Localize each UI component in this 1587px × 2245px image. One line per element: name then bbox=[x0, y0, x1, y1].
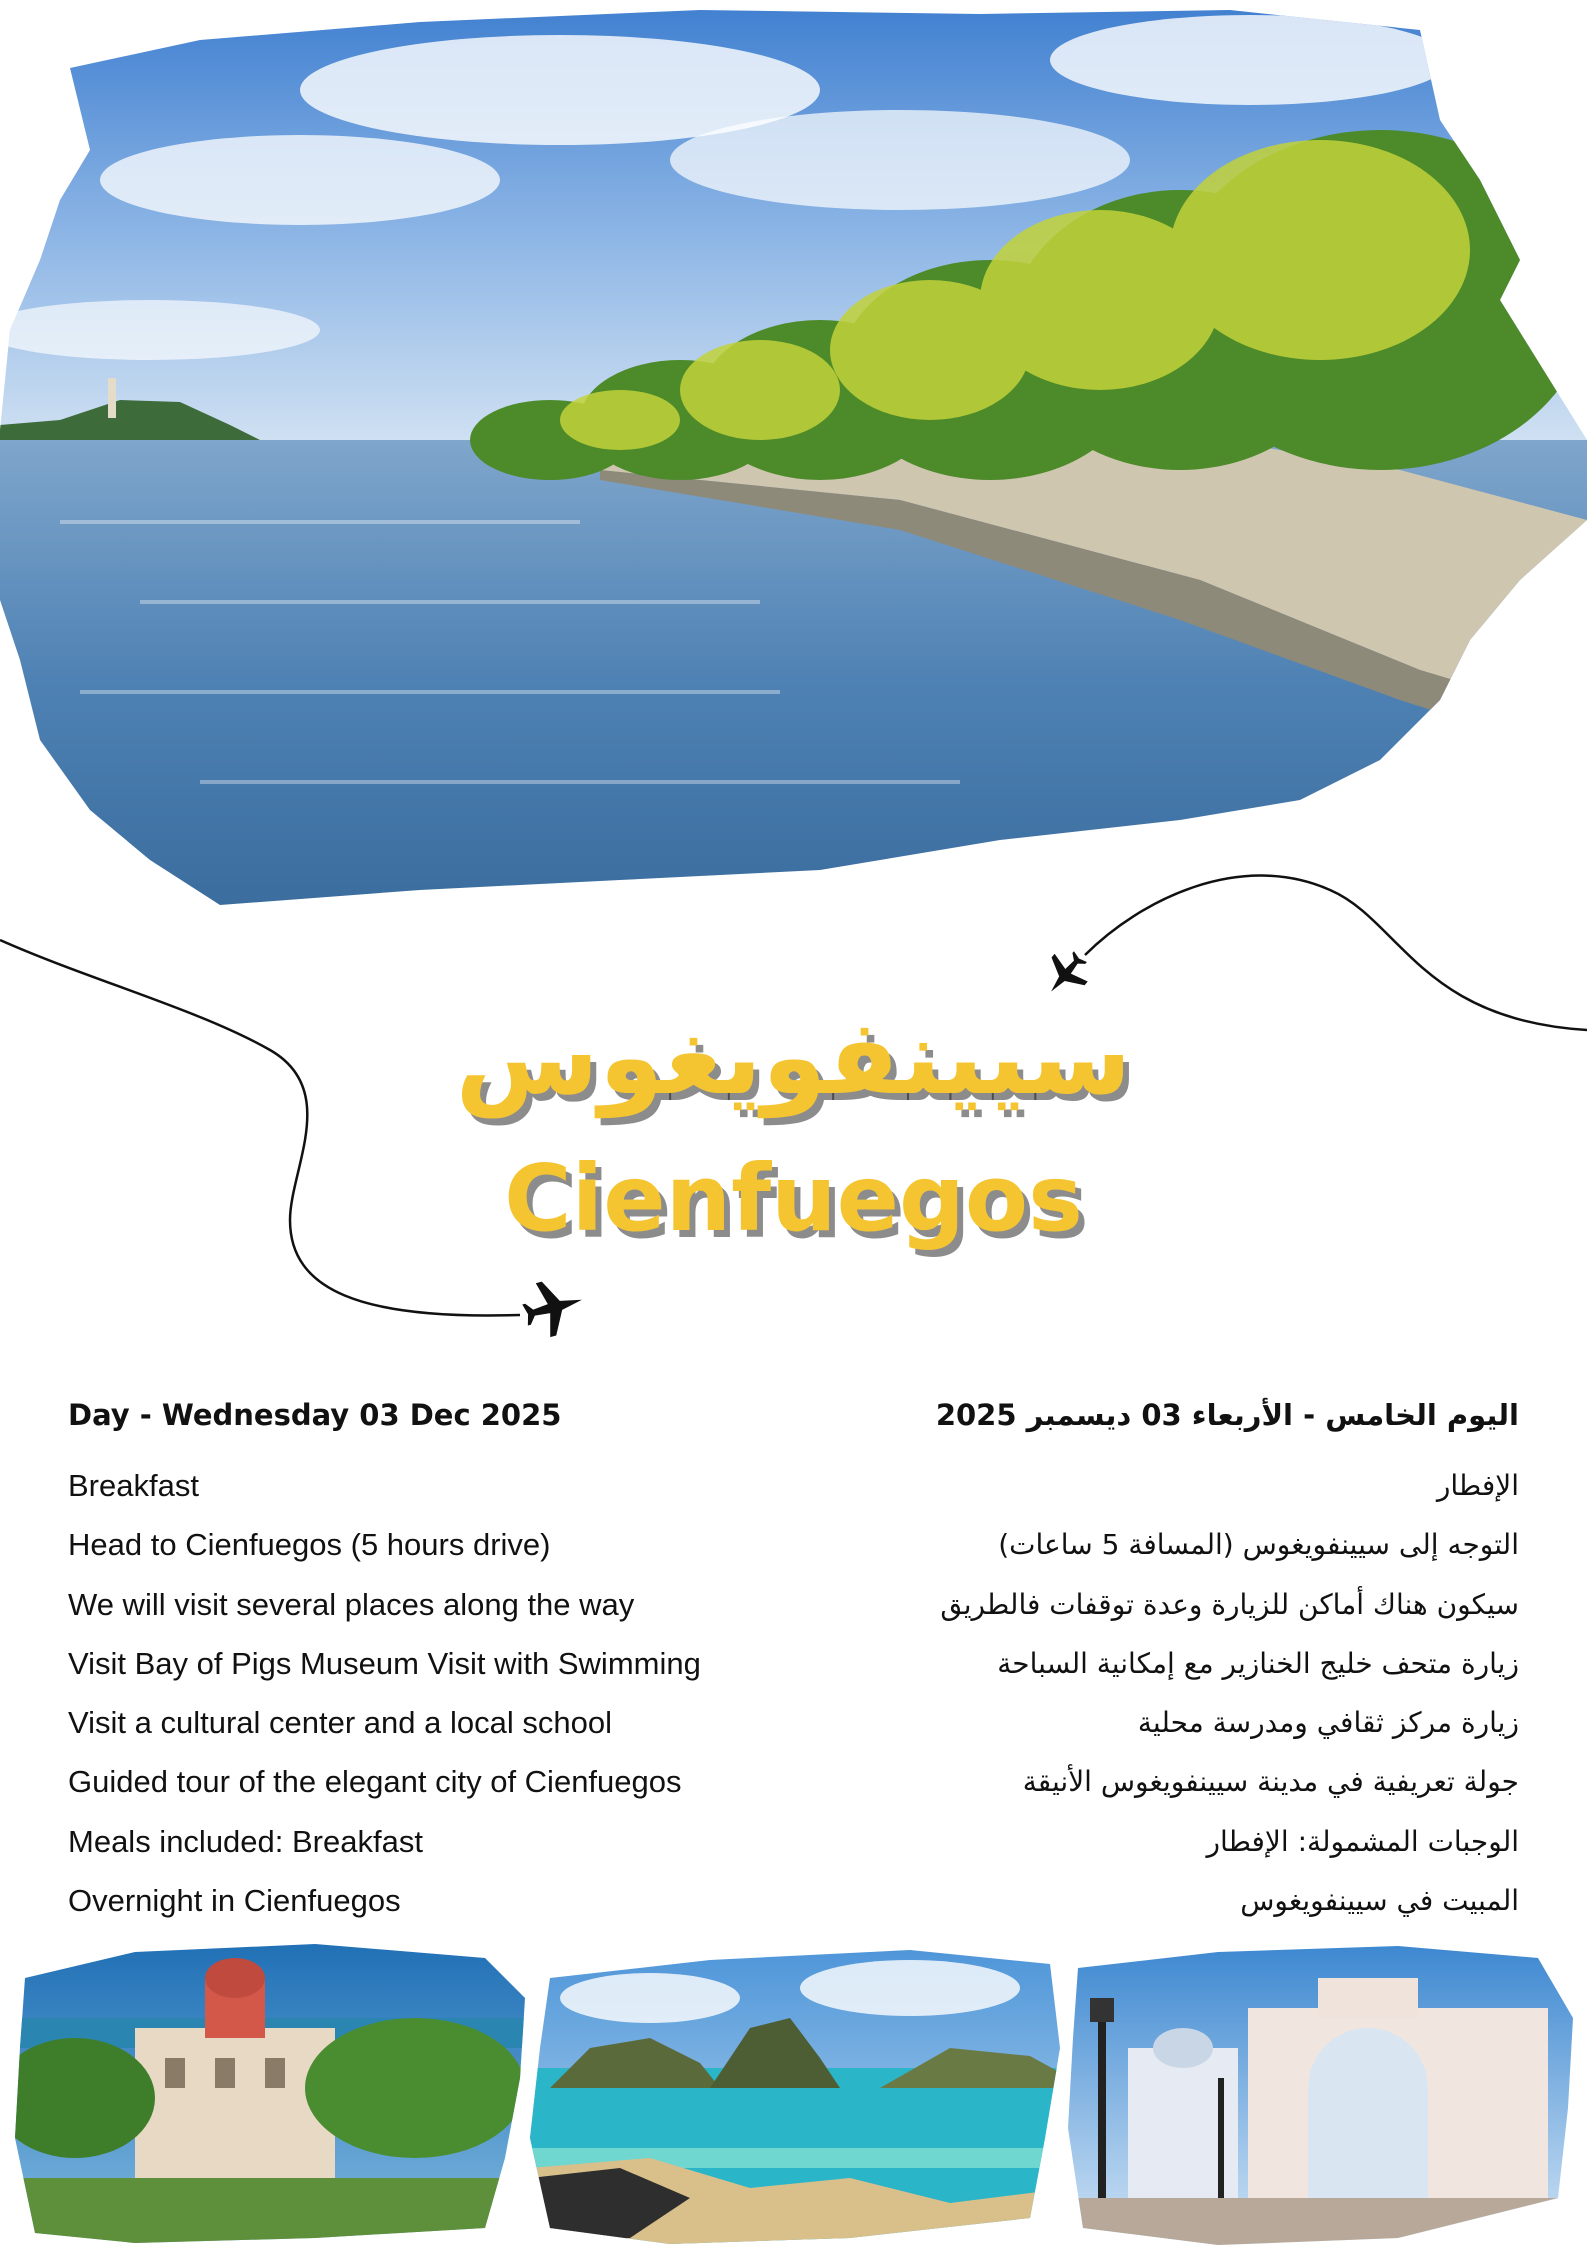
list-item: جولة تعريفية في مدينة سيينفويغوس الأنيقة bbox=[1022, 1765, 1519, 1799]
photo-arch-square bbox=[1068, 1938, 1587, 2245]
day-header-english: Day - Wednesday 03 Dec 2025 bbox=[68, 1398, 562, 1432]
hero-waterfront-photo bbox=[0, 0, 1587, 915]
route-line-left bbox=[0, 940, 520, 1316]
list-item: سيكون هناك أماكن للزيارة وعدة توقفات فالطريق bbox=[940, 1587, 1519, 1621]
itinerary-arabic-list bbox=[759, 1462, 1519, 1936]
airplane-icon bbox=[518, 1273, 589, 1342]
list-item: Guided tour of the elegant city of Cienfuegos bbox=[68, 1764, 682, 1800]
title-english: Cienfuegos bbox=[504, 1145, 1083, 1252]
list-item: Breakfast bbox=[68, 1468, 199, 1503]
list-item: الإفطار bbox=[1436, 1469, 1519, 1502]
list-item: الوجبات المشمولة: الإفطار bbox=[1206, 1824, 1519, 1858]
list-item: Visit Bay of Pigs Museum Visit with Swimming bbox=[68, 1645, 701, 1681]
photo-bay-islands bbox=[530, 1938, 1070, 2245]
day-header-arabic: اليوم الخامس - الأربعاء 03 ديسمبر 2025 bbox=[935, 1398, 1519, 1432]
photo-palace bbox=[15, 1938, 535, 2245]
list-item: زيارة متحف خليج الخنازير مع إمكانية السباحة bbox=[997, 1646, 1519, 1680]
list-item: التوجه إلى سيينفويغوس (المسافة 5 ساعات) bbox=[998, 1528, 1519, 1562]
list-item: We will visit several places along the way bbox=[68, 1586, 635, 1622]
list-item: Visit a cultural center and a local school bbox=[68, 1705, 612, 1741]
title-arabic: سيينفويغوس bbox=[455, 996, 1132, 1118]
list-item: المبيت في سيينفويغوس bbox=[1240, 1884, 1519, 1918]
list-item: Overnight in Cienfuegos bbox=[68, 1883, 401, 1919]
list-item: Meals included: Breakfast bbox=[68, 1823, 423, 1859]
list-item: زيارة مركز ثقافي ومدرسة محلية bbox=[1137, 1706, 1519, 1740]
list-item: Head to Cienfuegos (5 hours drive) bbox=[68, 1527, 551, 1563]
itinerary-english-list bbox=[68, 1462, 788, 1936]
